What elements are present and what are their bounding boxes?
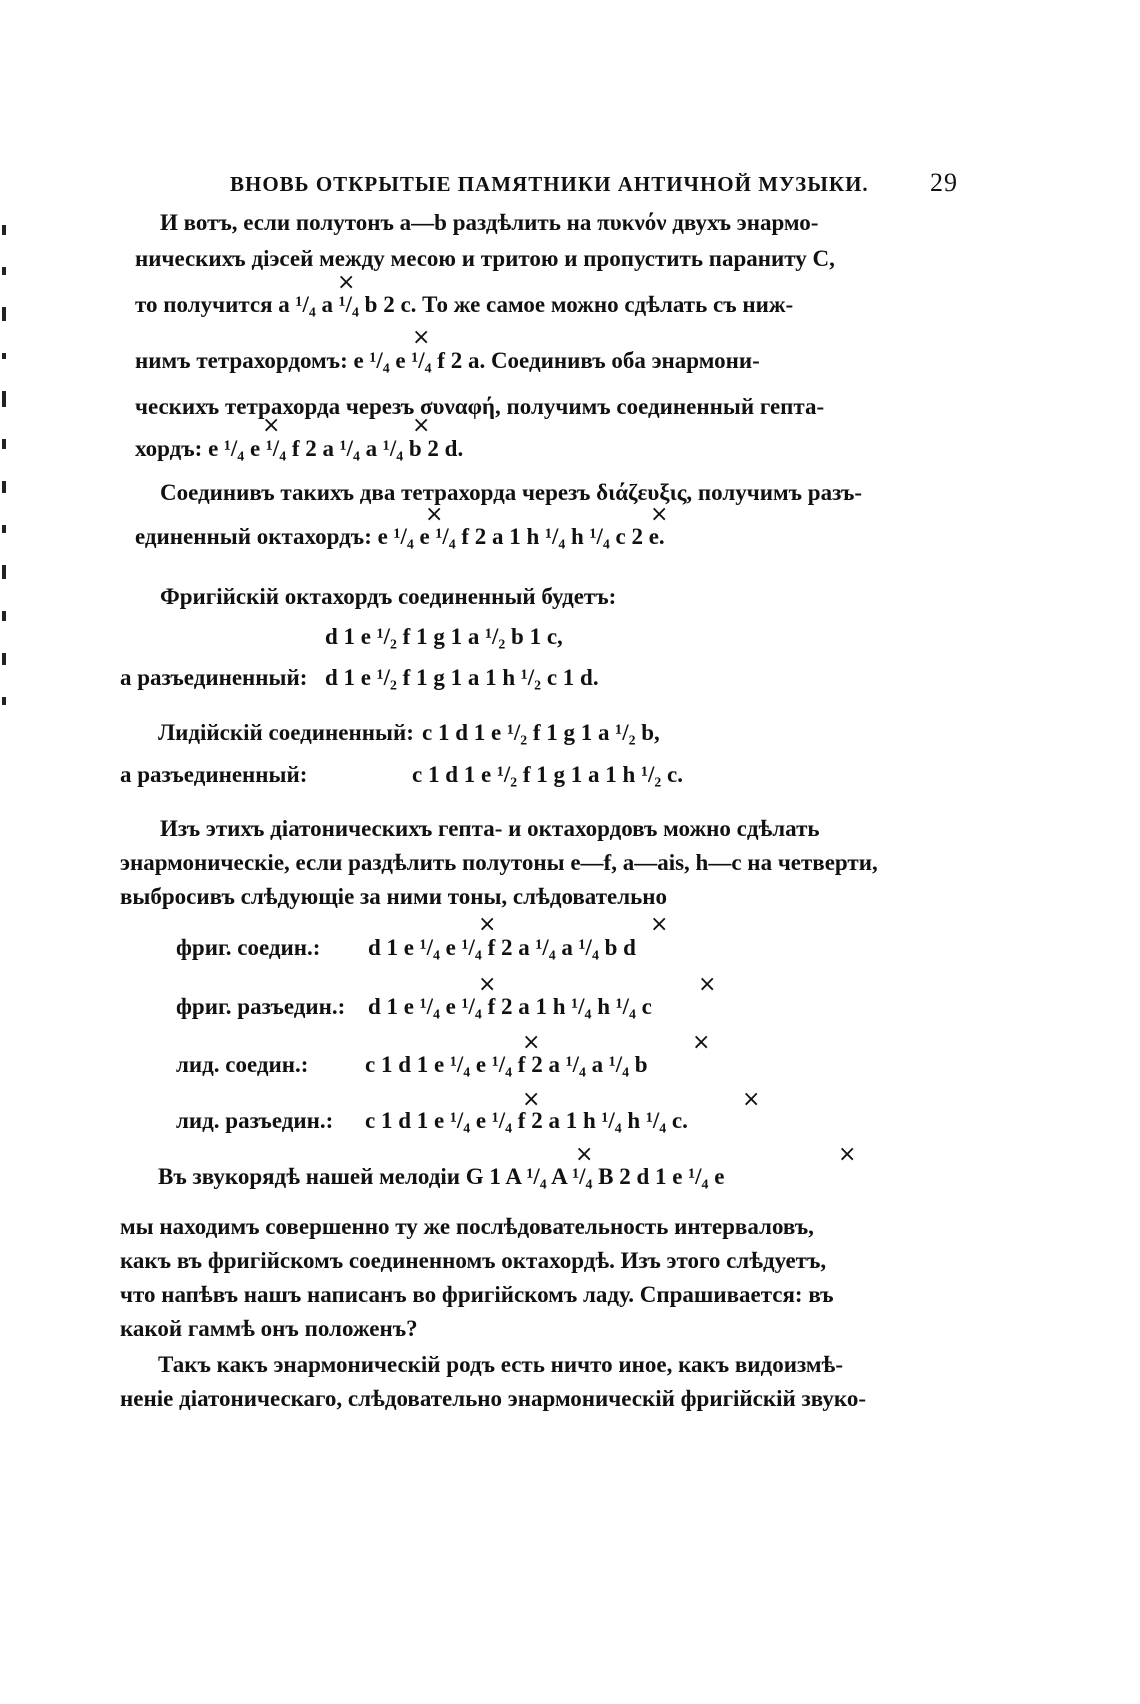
enharmonic-cross-icon: × bbox=[412, 413, 431, 438]
p3-line-3: выбросивъ слѣдующіе за ними тоны, слѣдовательно bbox=[120, 884, 668, 909]
p3-line-2: энармоническіе, если раздѣлить полутоны e—f, a—ais, h—c на четверти, bbox=[120, 850, 878, 875]
enharmonic-cross-icon: × bbox=[575, 1142, 594, 1167]
p4-line-4: что напѣвъ нашъ написанъ во фригійскомъ ладу. Спрашивается: въ bbox=[120, 1282, 834, 1307]
enharmonic-cross-icon: × bbox=[262, 413, 281, 438]
table-row-label: лид. разъедин.: bbox=[176, 1108, 334, 1133]
p4-line-2: мы находимъ совершенно ту же послѣдовательность интерваловъ, bbox=[120, 1214, 814, 1239]
enharmonic-cross-icon: × bbox=[412, 325, 431, 350]
enharmonic-cross-icon: × bbox=[425, 502, 444, 527]
p2-line-2: единенный октахордъ: e ¹/₄ e ¹/₄ f 2 a 1 h ¹/₄ h ¹/₄ c 2 e. bbox=[135, 524, 665, 549]
lydian-joined-label: Лидійскій соединенный: bbox=[158, 720, 414, 745]
page-number: 29 bbox=[930, 168, 958, 197]
phrygian-separated-label: а разъединенный: bbox=[120, 665, 308, 690]
p5-line-1: Такъ какъ энармоническій родъ есть ничто иное, какъ видоизмѣ- bbox=[158, 1352, 843, 1377]
lydian-joined-scale: c 1 d 1 e ¹/₂ f 1 g 1 a ¹/₂ b, bbox=[422, 720, 660, 745]
enharmonic-cross-icon: × bbox=[692, 1030, 711, 1055]
p1-line-3: то получится a ¹/₄ a ¹/₄ b 2 c. То же самое можно сдѣлать съ ниж- bbox=[135, 292, 794, 317]
p1-line-5: ческихъ тетрахорда черезъ συναφή, получимъ соединенный гепта- bbox=[135, 394, 825, 419]
table-row-label: фриг. разъедин.: bbox=[176, 994, 346, 1019]
enharmonic-cross-icon: × bbox=[650, 912, 669, 937]
p1-line-2: ническихъ діэсей между месою и тритою и пропустить параниту C, bbox=[135, 246, 835, 271]
lydian-separated-scale: c 1 d 1 e ¹/₂ f 1 g 1 a 1 h ¹/₂ c. bbox=[412, 762, 683, 787]
enharmonic-cross-icon: × bbox=[698, 972, 717, 997]
enharmonic-cross-icon: × bbox=[742, 1087, 761, 1112]
p1-line-1: И вотъ, если полутонъ a—b раздѣлить на πυκνόν двухъ энармо- bbox=[160, 210, 819, 235]
phrygian-joined-scale: d 1 e ¹/₂ f 1 g 1 a ¹/₂ b 1 c, bbox=[325, 624, 563, 649]
p5-line-2: неніе діатоническаго, слѣдовательно энармоническій фригійскій звуко- bbox=[120, 1386, 867, 1411]
enharmonic-cross-icon: × bbox=[337, 270, 356, 295]
table-row-label: лид. соедин.: bbox=[176, 1052, 309, 1077]
enharmonic-cross-icon: × bbox=[522, 1030, 541, 1055]
p4-line-1: Въ звукорядѣ нашей мелодіи G 1 A ¹/₄ A ¹/₄ B 2 d 1 e ¹/₄ e bbox=[158, 1164, 725, 1189]
p1-line-4: нимъ тетрахордомъ: e ¹/₄ e ¹/₄ f 2 a. Соединивъ оба энармони- bbox=[135, 348, 760, 373]
p1-line-6: хордъ: e ¹/₄ e ¹/₄ f 2 a ¹/₄ a ¹/₄ b 2 d. bbox=[135, 436, 464, 461]
phrygian-separated-scale: d 1 e ¹/₂ f 1 g 1 a 1 h ¹/₂ c 1 d. bbox=[325, 665, 599, 690]
enharmonic-cross-icon: × bbox=[650, 502, 669, 527]
p2-line-1: Соединивъ такихъ два тетрахорда черезъ διάζευξις, получимъ разъ- bbox=[160, 480, 863, 505]
phrygian-intro: Фригійскій октахордъ соединенный будетъ: bbox=[160, 584, 617, 609]
enharmonic-cross-icon: × bbox=[522, 1087, 541, 1112]
enharmonic-cross-icon: × bbox=[838, 1142, 857, 1167]
enharmonic-cross-icon: × bbox=[478, 972, 497, 997]
table-row-label: фриг. соедин.: bbox=[176, 935, 321, 960]
enharmonic-cross-icon: × bbox=[478, 912, 497, 937]
scan-edge-marks bbox=[2, 225, 16, 737]
p4-line-5: какой гаммѣ онъ положенъ? bbox=[120, 1316, 418, 1341]
table-row-scale: d 1 e ¹/₄ e ¹/₄ f 2 a 1 h ¹/₄ h ¹/₄ c bbox=[368, 994, 652, 1019]
table-row-scale: c 1 d 1 e ¹/₄ e ¹/₄ f 2 a ¹/₄ a ¹/₄ b bbox=[365, 1052, 648, 1077]
p3-line-1: Изъ этихъ діатоническихъ гепта- и октахордовъ можно сдѣлать bbox=[160, 816, 820, 841]
table-row-scale: c 1 d 1 e ¹/₄ e ¹/₄ f 2 a 1 h ¹/₄ h ¹/₄ c. bbox=[365, 1108, 688, 1133]
lydian-separated-label: а разъединенный: bbox=[120, 762, 308, 787]
p4-line-3: какъ въ фригійскомъ соединенномъ октахордѣ. Изъ этого слѣдуетъ, bbox=[120, 1248, 827, 1273]
table-row-scale: d 1 e ¹/₄ e ¹/₄ f 2 a ¹/₄ a ¹/₄ b d bbox=[368, 935, 636, 960]
running-title: ВНОВЬ ОТКРЫТЫЕ ПАМЯТНИКИ АНТИЧНОЙ МУЗЫКИ. bbox=[230, 172, 869, 196]
